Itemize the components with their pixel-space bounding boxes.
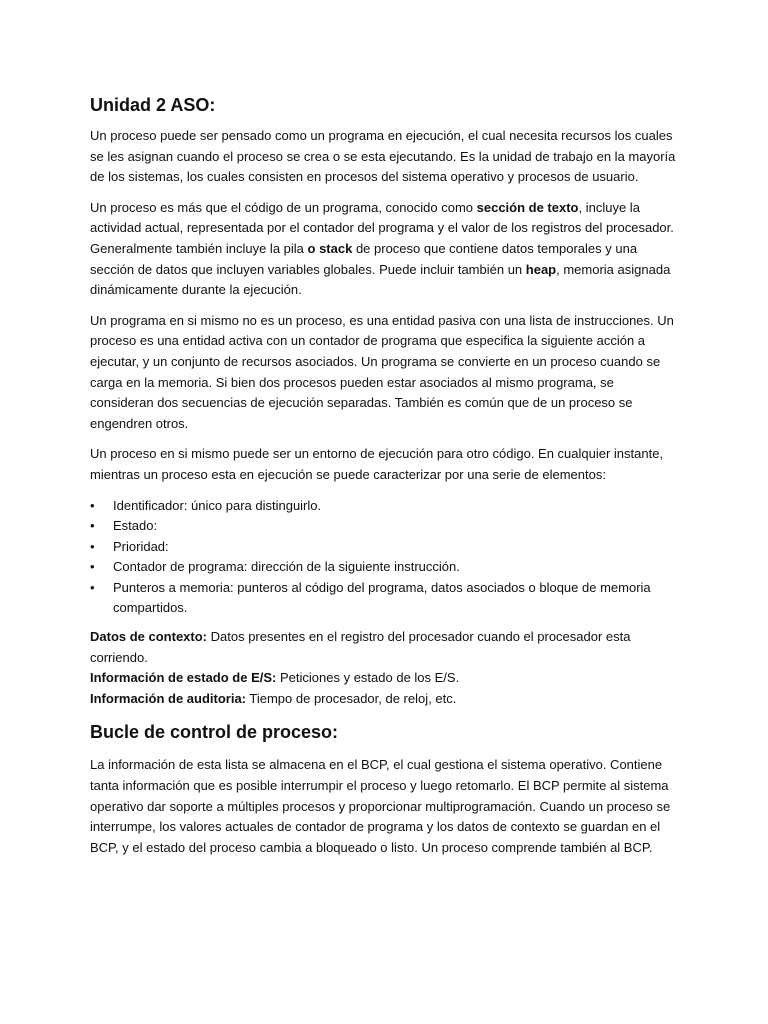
label-io-state: Información de estado de E/S:: [90, 670, 277, 686]
list-item: [90, 557, 678, 578]
paragraph-bcp: La información de esta lista se almacena en el BCP, el cual gestiona el sistema operativo. Contiene tanta información que es posible interrumpir el proceso y luego retomarlo. El BCP permite al sistema operativo dar soporte a múltiples procesos y proporcionar multiprogramación. Cuando un proceso se interrumpe, los valores actuales de contador de programa y los datos de contexto se guardan en el BCP, y el estado del proceso cambia a bloqueado o listo. Un proceso comprende también al BCP.: [90, 757, 671, 855]
list-item: [90, 516, 678, 537]
document-page: [90, 92, 678, 868]
text-audit-info: Tiempo de procesador, de reloj, etc.: [246, 690, 457, 706]
bullet-icon: •: [90, 497, 95, 513]
list-item: [90, 496, 678, 517]
list-item: [90, 537, 678, 558]
bullet-icon: •: [90, 579, 95, 595]
elements-list: [90, 496, 678, 620]
paragraph-process-components: [90, 198, 678, 301]
list-item-text: Prioridad:: [113, 538, 169, 554]
list-item-text: Punteros a memoria: punteros al código del programa, datos asociados o bloque de memoria compartidos.: [113, 579, 651, 616]
bold-term-text-section: sección de texto: [476, 199, 579, 215]
paragraph-process-elements: Un proceso en si mismo puede ser un entorno de ejecución para otro código. En cualquier instante, mientras un proceso esta en ejecución se puede caracterizar por una serie de elementos:: [90, 446, 664, 482]
list-item-text: Estado:: [113, 518, 158, 534]
paragraph-context-data: [90, 627, 678, 668]
page-title: Unidad 2 ASO:: [90, 95, 216, 115]
paragraph-io-state: [90, 668, 678, 689]
list-item-text: Identificador: único para distinguirlo.: [113, 497, 322, 513]
paragraph-process-definition: Un proceso puede ser pensado como un programa en ejecución, el cual necesita recursos los cuales se les asignan cuando el proceso se crea o se esta ejecutando. Es la unidad de trabajo en la mayoría de los sistemas, los cuales consisten en procesos del sistema operativo y procesos de usuario.: [90, 128, 676, 185]
bold-term-stack: o stack: [307, 240, 353, 256]
bullet-icon: •: [90, 518, 95, 534]
text-segment: Un proceso es más que el código de un programa, conocido como: [90, 199, 477, 215]
label-audit-info: Información de auditoria:: [90, 690, 247, 706]
text-context-data: Datos presentes en el registro del procesador cuando el procesador esta corriendo.: [90, 629, 631, 665]
text-segment: , memoria asignada dinámicamente durante la ejecución.: [90, 261, 671, 298]
bullet-icon: •: [90, 538, 95, 554]
bullet-icon: •: [90, 559, 95, 575]
text-io-state: Peticiones y estado de los E/S.: [276, 670, 460, 686]
section-heading-bcp: Bucle de control de proceso:: [90, 722, 339, 743]
label-context-data: Datos de contexto:: [90, 629, 208, 645]
bold-term-heap: heap: [525, 261, 557, 277]
text-segment: de proceso que contiene datos temporales y una sección de datos que incluyen variables globales. Puede incluir también un: [90, 240, 638, 277]
paragraph-program-vs-process: Un programa en si mismo no es un proceso, es una entidad pasiva con una lista de instrucciones. Un proceso es una entidad activa con un contador de programa que especifica la siguiente acción a ejecutar, y un conjunto de recursos asociados. Un programa se convierte en un proceso cuando se carga en la memoria. Si bien dos procesos pueden estar asociados al mismo programa, se consideran dos secuencias de ejecución separadas. También es común que de un proceso se engendren otros.: [90, 312, 674, 431]
paragraph-audit-info: [90, 689, 678, 710]
text-segment: , incluye la actividad actual, representada por el contador del programa y el valor de los registros del procesador. Generalmente también incluye la pila: [90, 199, 674, 256]
list-item: [90, 578, 678, 619]
list-item-text: Contador de programa: dirección de la siguiente instrucción.: [113, 559, 460, 575]
